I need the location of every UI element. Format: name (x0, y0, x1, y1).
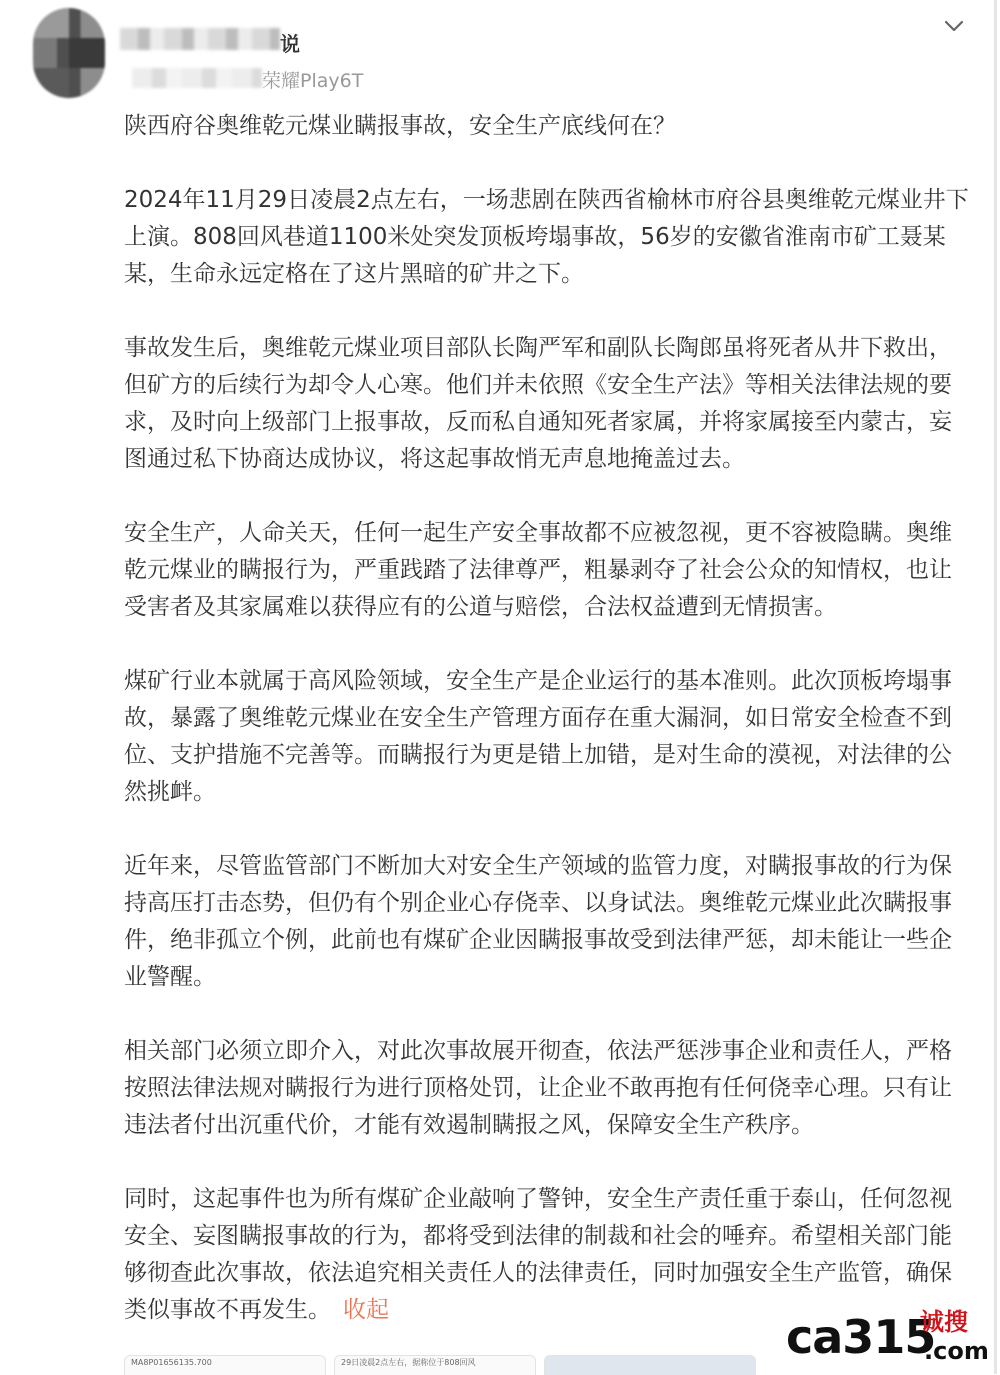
watermark-logo-text: ca315 (786, 1310, 936, 1364)
attachment-thumbnail[interactable] (124, 1355, 326, 1375)
avatar[interactable] (33, 8, 105, 98)
author-name-suffix[interactable]: 说 (280, 32, 300, 56)
avatar-mosaic (69, 38, 105, 68)
watermark-cn-text: 诚搜 (920, 1308, 968, 1336)
post-paragraph: 安全生产，人命关天，任何一起生产安全事故都不应被忽视，更不容被隐瞒。奥维乾元煤业的瞒报行为，严重践踏了法律尊严，粗暴剥夺了社会公众的知情权，也让受害者及其家属难以获得应有的公道与赔偿，合法权益遭到无情损害。 (124, 520, 952, 620)
post-paragraph: 事故发生后，奥维乾元煤业项目部队长陶严军和副队长陶郎虽将死者从井下救出，但矿方的后续行为却令人心寒。他们并未依照《安全生产法》等相关法律法规的要求，及时向上级部门上报事故，反而私自通知死者家属，并将家属接至内蒙古，妄图通过私下协商达成协议，将这起事故悄无声息地掩盖过去。 (124, 335, 952, 472)
post-paragraph: 煤矿行业本就属于高风险领域，安全生产是企业运行的基本准则。此次顶板垮塌事故，暴露了奥维乾元煤业在安全生产管理方面存在重大漏洞，如日常安全检查不到位、支护措施不完善等。而瞒报行为更是错上加错，是对生命的漠视，对法律的公然挑衅。 (124, 668, 952, 805)
post-meta-blurred (132, 68, 262, 88)
collapse-link[interactable]: 收起 (343, 1297, 389, 1323)
avatar-mosaic (33, 8, 69, 38)
avatar-mosaic (33, 68, 69, 98)
attachment-strip (124, 1355, 756, 1374)
post-paragraph: 2024年11月29日凌晨2点左右，一场悲剧在陕西省榆林市府谷县奥维乾元煤业井下上演。808回风巷道1100米处突发顶板垮塌事故，56岁的安徽省淮南市矿工聂某某，生命永远定格在了这片黑暗的矿井之下。 (124, 187, 969, 287)
author-name-blurred[interactable] (120, 28, 280, 50)
post-paragraph: 相关部门必须立即介入，对此次事故展开彻查，依法严惩涉事企业和责任人，严格按照法律法规对瞒报行为进行顶格处罚，让企业不敢再抱有任何侥幸心理。只有让违法者付出沉重代价，才能有效遏制瞒报之风，保障安全生产秩序。 (124, 1038, 952, 1138)
post-title: 陕西府谷奥维乾元煤业瞒报事故，安全生产底线何在？ (124, 113, 676, 139)
chevron-down-icon[interactable] (940, 14, 968, 38)
watermark-com-text: .com (924, 1337, 989, 1365)
thumbnail-text: 29日凌晨2点左右，据称位于808回风 (341, 1358, 476, 1367)
post-device: 荣耀Play6T (262, 70, 364, 92)
post-paragraph: 近年来，尽管监管部门不断加大对安全生产领域的监管力度，对瞒报事故的行为保持高压打击态势，但仍有个别企业心存侥幸、以身试法。奥维乾元煤业此次瞒报事件，绝非孤立个例，此前也有煤矿企业因瞒报事故受到法律严惩，却未能让一些企业警醒。 (124, 853, 952, 990)
site-watermark (786, 1306, 996, 1374)
attachment-thumbnail[interactable] (544, 1355, 756, 1375)
attachment-thumbnail[interactable] (334, 1355, 536, 1375)
post-body (124, 108, 974, 1366)
thumbnail-text: MA8P01656135.700 (131, 1358, 212, 1367)
post-paragraph-text: 同时，这起事件也为所有煤矿企业敲响了警钟，安全生产责任重于泰山，任何忽视安全、妄图瞒报事故的行为，都将受到法律的制裁和社会的唾弃。希望相关部门能够彻查此次事故，依法追究相关责任人的法律责任，同时加强安全生产监管，确保类似事故不再发生。 (124, 1186, 952, 1323)
